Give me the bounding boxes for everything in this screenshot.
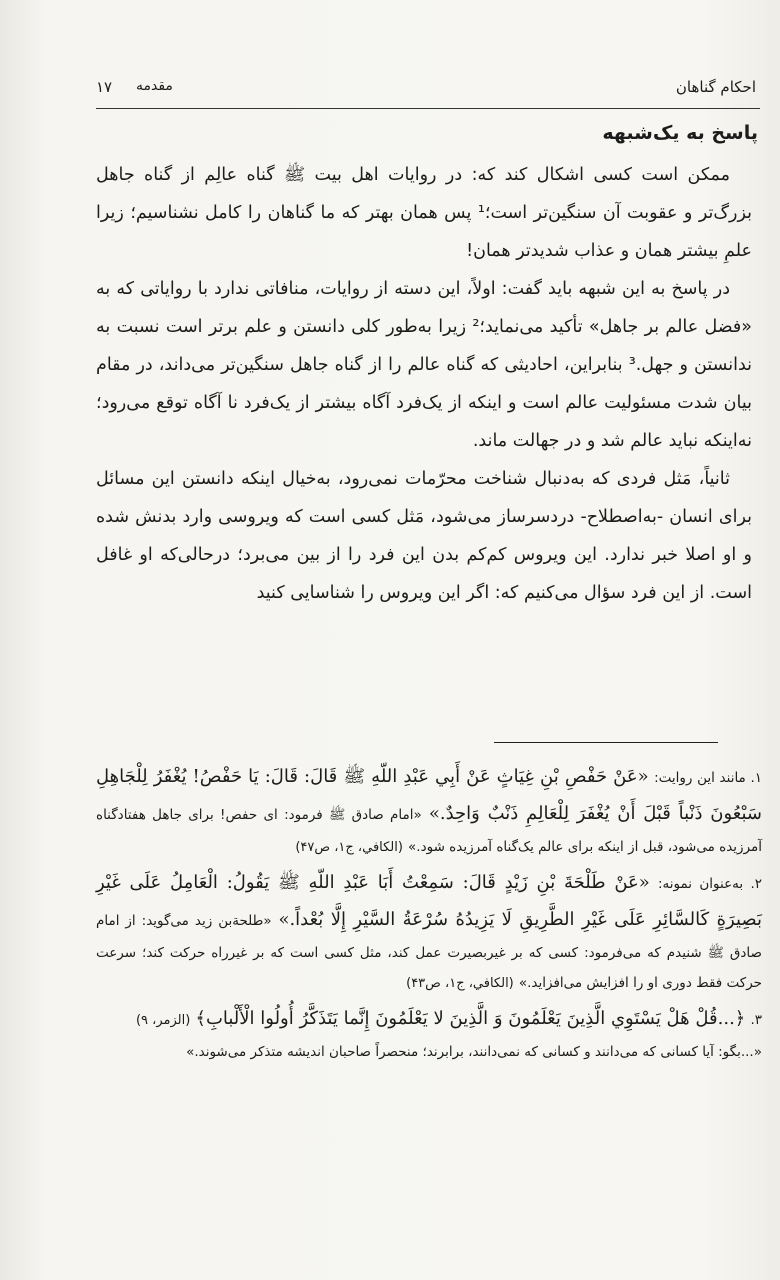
footnote-2 — [96, 864, 762, 998]
footnote-arabic: «عَنْ طَلْحَةَ بْنِ زَيْدٍ قَالَ: سَمِعْتُ أَبَا عَبْدِ اللّهِ ﷺ يَقُولُ: الْعَامِلُ عَلَى غَيْرِ بَصِيرَةٍ كَالسَّائِرِ عَلَى غَيْرِ الطَّرِيقِ لَا يَزِيدُهُ سُرْعَةُ السَّيْرِ إِلَّا بُعْداً.» — [96, 872, 762, 930]
paragraph: ثانیاً، مَثل فردی که به‌دنبال شناخت محرّمات نمی‌رود، به‌خیال اینکه دانستن این مسائل برای انسان -به‌اصطلاح- دردسرساز می‌شود، مَثل کسی است که ویروسی وارد بدنش شده و او اصلا خبر ندارد. این ویروس کم‌کم بدن این فرد را از بین می‌برد؛ درحالی‌که او غافل است. از این فرد سؤال می‌کنیم که: اگر این ویروس را شناسایی کنید — [96, 469, 752, 603]
paragraph: در پاسخ به این شبهه باید گفت: اولاً، این دسته از روایات، منافاتی ندارد با روایاتی که به «فضل عالم بر جاهل» تأکید می‌نماید؛² زیرا به‌طور کلی دانستن و علم برتر است نسبت به ندانستن و جهل.³ بنابراین، احادیثی که گناه عالم را از گناه جاهل سنگین‌تر می‌داند، در مقام بیان شدت مسئولیت عالم است و اینکه از یک‌فرد آگاه بیشتر از یک‌فرد نا آگاه توقع می‌رود؛ نه‌اینکه نباید عالم شد و در جهالت ماند. — [96, 279, 752, 451]
footnote-translation: «طلحة‌بن زید می‌گوید: از امام صادق ﷺ شنیدم که می‌فرمود: کسی که بر غیربصیرت عمل کند، مثل کسی است که بر غیرراه حرکت کند؛ سرعت حرکت فقط دوری او را افزایش می‌افزاید.» — [96, 913, 762, 991]
footnote-reference: (الكافي، ج۱، ص۴۷) — [295, 840, 403, 855]
footnote-label: ۱. مانند این روایت: — [654, 770, 762, 786]
footnote-label: ۳. — [750, 1012, 762, 1028]
footnote-translation: «امام صادق ﷺ فرمود: ای حفص! برای جاهل هفتادگناه آمرزیده می‌شود، قبل از اینکه برای عالم یک‌گناه آمرزیده شود.» — [96, 807, 762, 855]
chapter-name: مقدمه — [136, 78, 173, 94]
header-rule — [96, 108, 760, 109]
footnote-arabic: ﴿...قُلْ هَلْ يَسْتَوِي الَّذِينَ يَعْلَمُونَ وَ الَّذِينَ لا يَعْلَمُونَ إِنَّما يَتَذَكَّرُ أُولُوا الْأَلْبابِ﴾ — [195, 1008, 746, 1029]
footnote-reference: (الكافي، ج۱، ص۴۳) — [406, 976, 514, 991]
footnote-rule — [494, 742, 718, 743]
book-title: احکام گناهان — [675, 78, 756, 96]
paragraph: ممکن است کسی اشکال کند که: در روایات اهل بیت ﷺ گناه عالِم از گناه جاهل بزرگ‌تر و عقوبت آن سنگین‌تر است؛¹ پس همان بهتر که ما گناهان را کامل نشناسیم؛ زیرا علمِ بیشتر همان و عذاب شدیدتر همان! — [96, 165, 753, 261]
footnote-arabic: «عَنْ حَفْصِ بْنِ غِيَاثٍ عَنْ أَبِي عَبْدِ اللّهِ ﷺ قَالَ: قَالَ: يَا حَفْصُ! يُغْفَرُ لِلْجَاهِلِ سَبْعُونَ ذَنْباً قَبْلَ أَنْ يُغْفَرَ لِلْعَالِمِ ذَنْبٌ وَاحِدٌ.» — [96, 766, 762, 824]
footnote-label: ۲. به‌عنوان نمونه: — [657, 876, 763, 892]
running-header — [96, 78, 756, 104]
footnote-translation: «...بگو: آیا کسانی که می‌دانند و کسانی که نمی‌دانند، برابرند؛ منحصراً صاحبان اندیشه متذکر می‌شوند.» — [186, 1044, 762, 1060]
footnote-1 — [96, 758, 762, 862]
footnote-reference: (الزمر، ۹) — [135, 1013, 191, 1028]
footnotes — [96, 758, 762, 1069]
footnote-3 — [96, 1000, 762, 1067]
section-title: پاسخ به یک‌شبهه — [602, 122, 758, 144]
page-number: ۱۷ — [96, 78, 113, 96]
body-text — [96, 156, 752, 612]
